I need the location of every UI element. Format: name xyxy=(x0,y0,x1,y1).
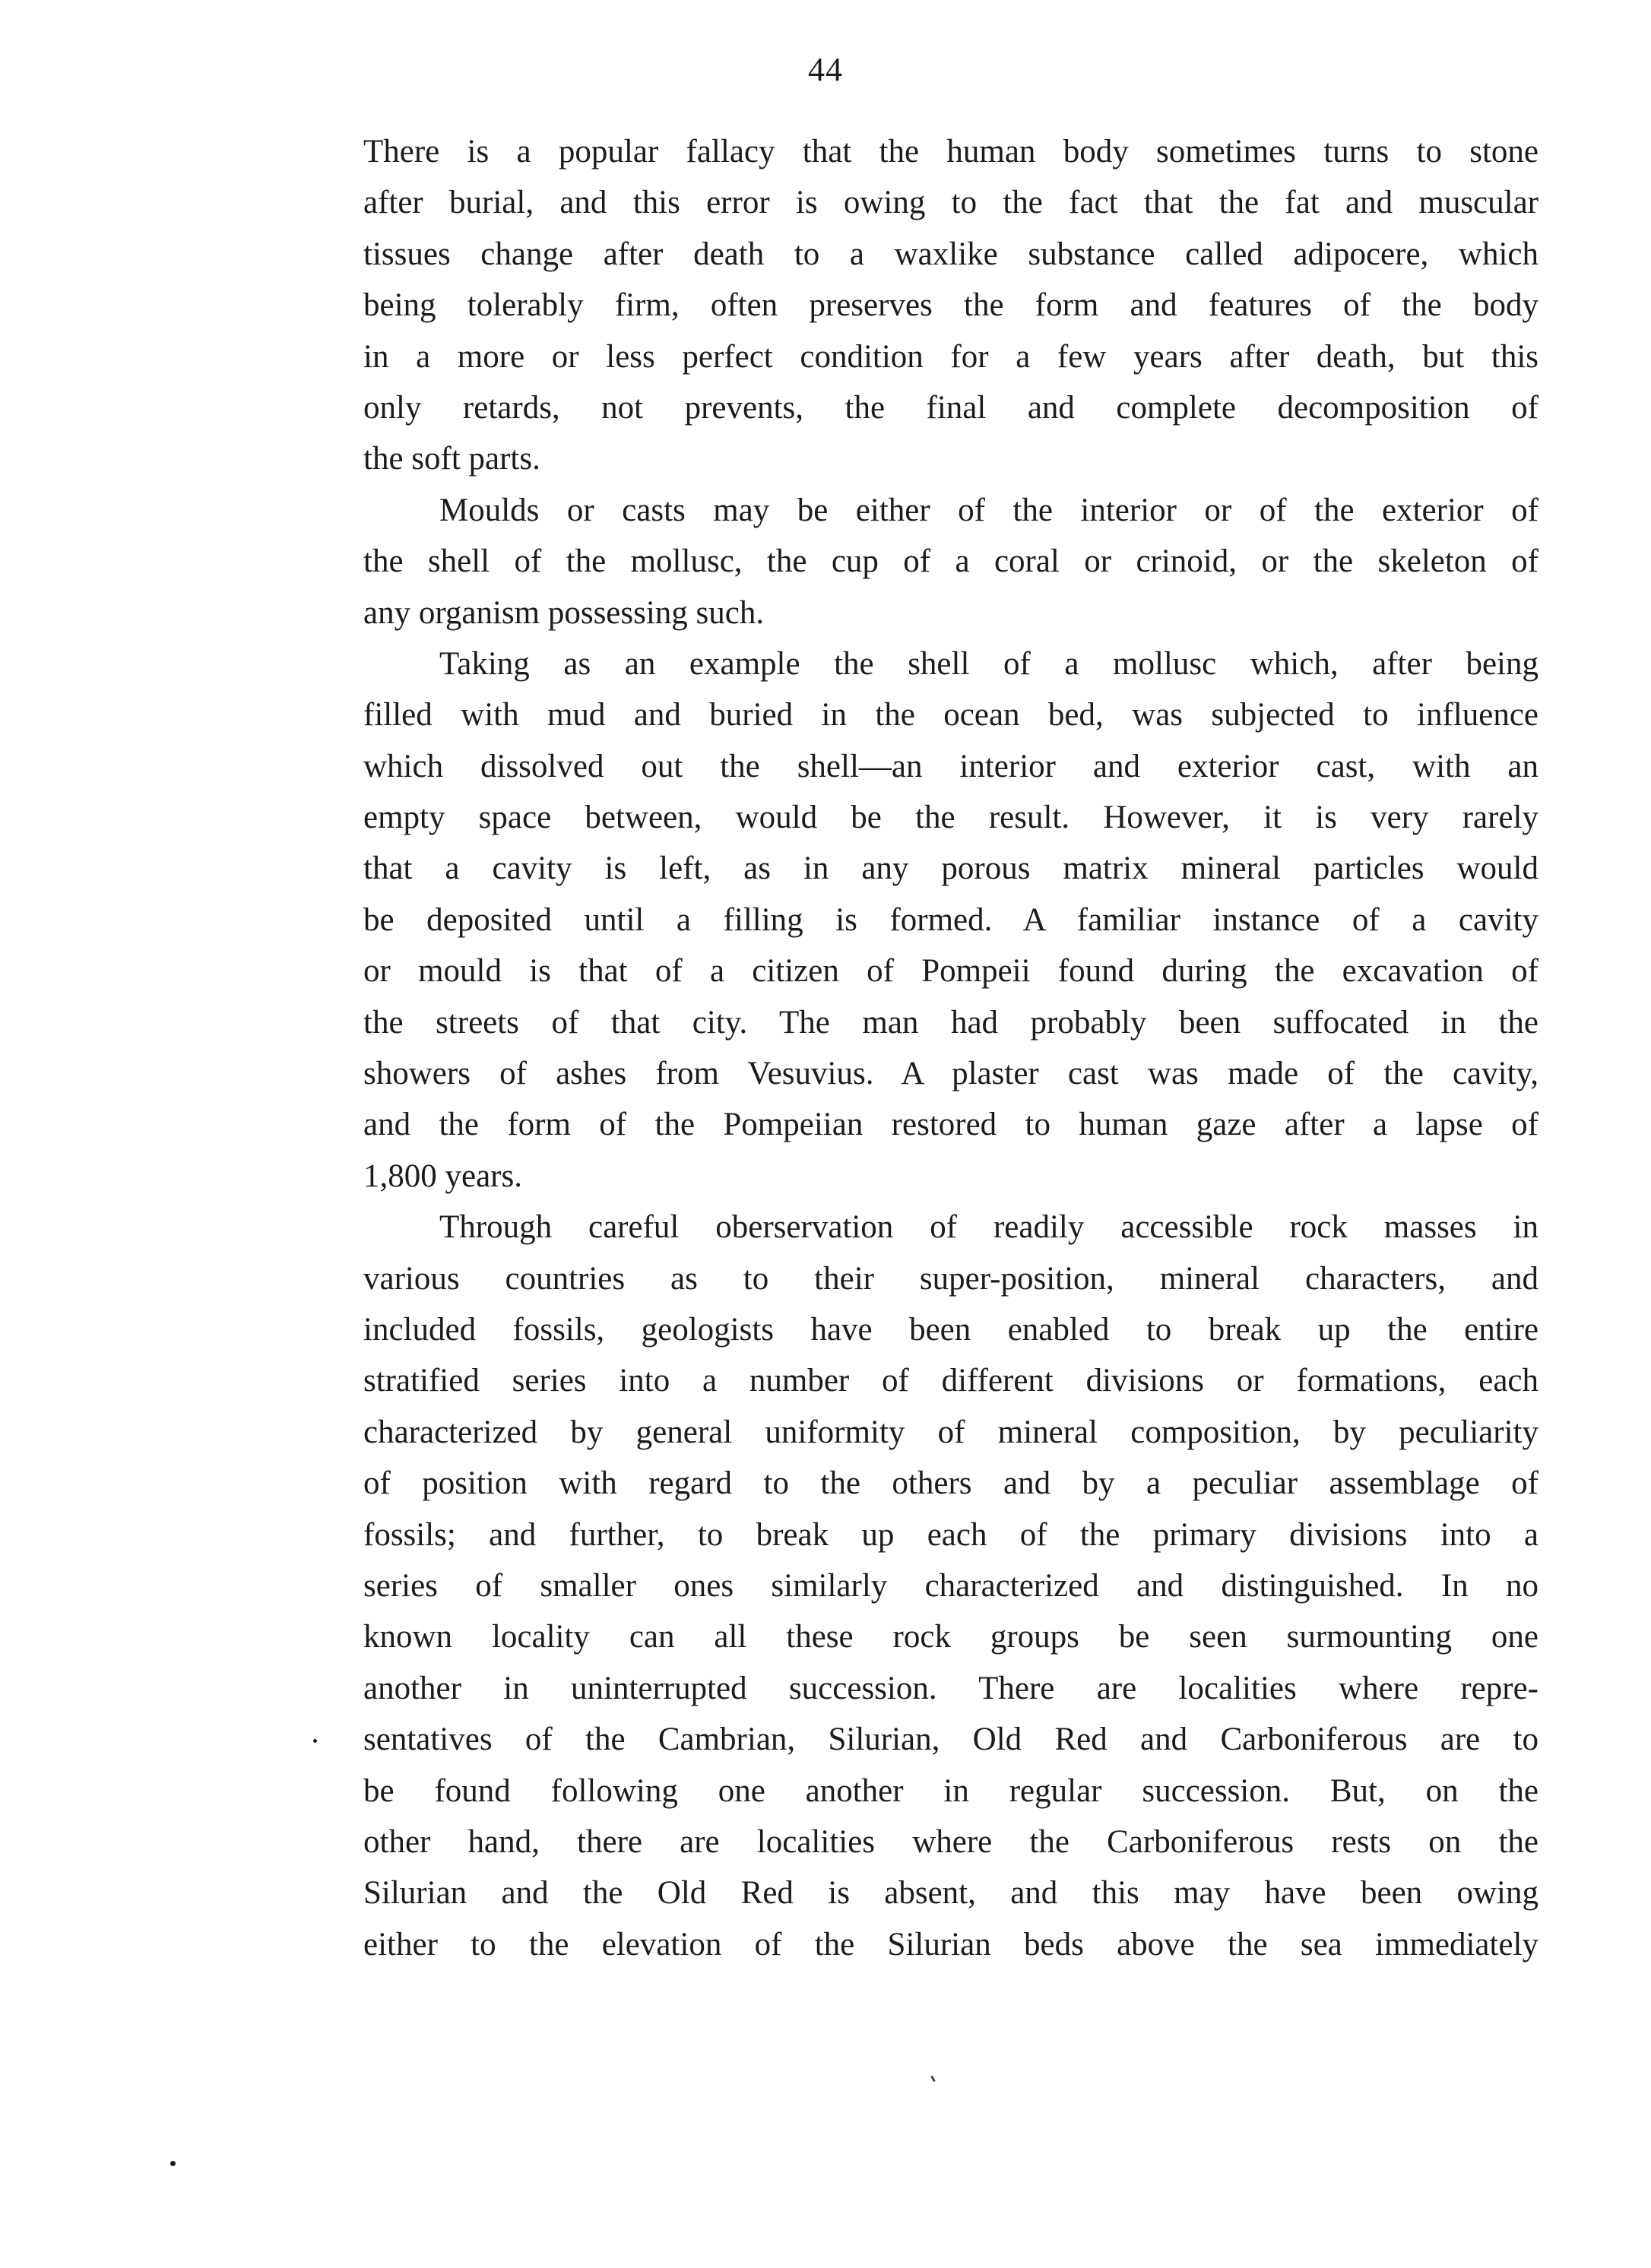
text-line: which dissolved out the shell—an interior and exterior cast, with an xyxy=(363,748,1539,784)
text-line: Silurian and the Old Red is absent, and this may have been owing xyxy=(363,1875,1539,1912)
margin-speck xyxy=(313,1739,317,1743)
text-line: the shell of the mollusc, the cup of a coral or crinoid, or the skeleton of xyxy=(363,543,1539,580)
text-line: the soft parts. xyxy=(363,441,540,477)
text-line: empty space between, would be the result. However, it is very rarely xyxy=(363,800,1539,836)
text-line: 1,800 years. xyxy=(363,1158,522,1194)
body-text xyxy=(363,126,1539,1970)
text-line: any organism possessing such. xyxy=(363,594,765,631)
page-number: 44 xyxy=(808,51,843,88)
text-line: other hand, there are localities where the Carboniferous rests on the xyxy=(363,1823,1539,1860)
text-line: being tolerably firm, often preserves the form and features of the body xyxy=(363,287,1539,324)
text-line: in a more or less perfect condition for a few years after death, but this xyxy=(363,338,1539,375)
text-line: stratified series into a number of different divisions or formations, each xyxy=(363,1363,1539,1399)
text-line: Moulds or casts may be either of the interior or of the exterior of xyxy=(439,492,1539,528)
text-line: or mould is that of a citizen of Pompeii found during the excavation of xyxy=(363,953,1539,990)
text-line: the streets of that city. The man had probably been suffocated in the xyxy=(363,1004,1539,1041)
text-line: known locality can all these rock groups be seen surmounting one xyxy=(363,1619,1539,1655)
text-line: only retards, not prevents, the final and complete decomposition of xyxy=(363,389,1539,426)
text-line: and the form of the Pompeiian restored to human gaze after a lapse of xyxy=(363,1107,1539,1143)
text-line: showers of ashes from Vesuvius. A plaster cast was made of the cavity, xyxy=(363,1056,1539,1092)
page-speck xyxy=(930,2076,936,2082)
text-line: series of smaller ones similarly characterized and distinguished. In no xyxy=(363,1567,1539,1604)
text-line: included fossils, geologists have been enabled to break up the entire xyxy=(363,1311,1539,1348)
text-line: after burial, and this error is owing to the fact that the fat and muscular xyxy=(363,185,1539,221)
margin-speck xyxy=(170,2161,176,2166)
text-line: Through careful oberservation of readily accessible rock masses in xyxy=(439,1209,1539,1246)
text-line: another in uninterrupted succession. There are localities where repre- xyxy=(363,1670,1539,1706)
text-line: characterized by general uniformity of mineral composition, by peculiarity xyxy=(363,1414,1539,1450)
text-line: Taking as an example the shell of a mollusc which, after being xyxy=(439,645,1539,682)
text-line: fossils; and further, to break up each of the primary divisions into a xyxy=(363,1516,1539,1553)
text-line: be found following one another in regular succession. But, on the xyxy=(363,1772,1539,1809)
text-line: various countries as to their super-position, mineral characters, and xyxy=(363,1260,1539,1297)
text-line: either to the elevation of the Silurian beds above the sea immediately xyxy=(363,1926,1539,1962)
text-line: be deposited until a filling is formed. A familiar instance of a cavity xyxy=(363,901,1539,938)
text-line: tissues change after death to a waxlike substance called adipocere, which xyxy=(363,236,1539,272)
text-line: There is a popular fallacy that the human body sometimes turns to stone xyxy=(363,134,1539,169)
text-line: filled with mud and buried in the ocean bed, was subjected to influence xyxy=(363,697,1539,733)
text-line: sentatives of the Cambrian, Silurian, Old Red and Carboniferous are to xyxy=(363,1722,1539,1758)
text-line: of position with regard to the others and by a peculiar assemblage of xyxy=(363,1465,1539,1502)
text-line: that a cavity is left, as in any porous matrix mineral particles would xyxy=(363,850,1539,887)
